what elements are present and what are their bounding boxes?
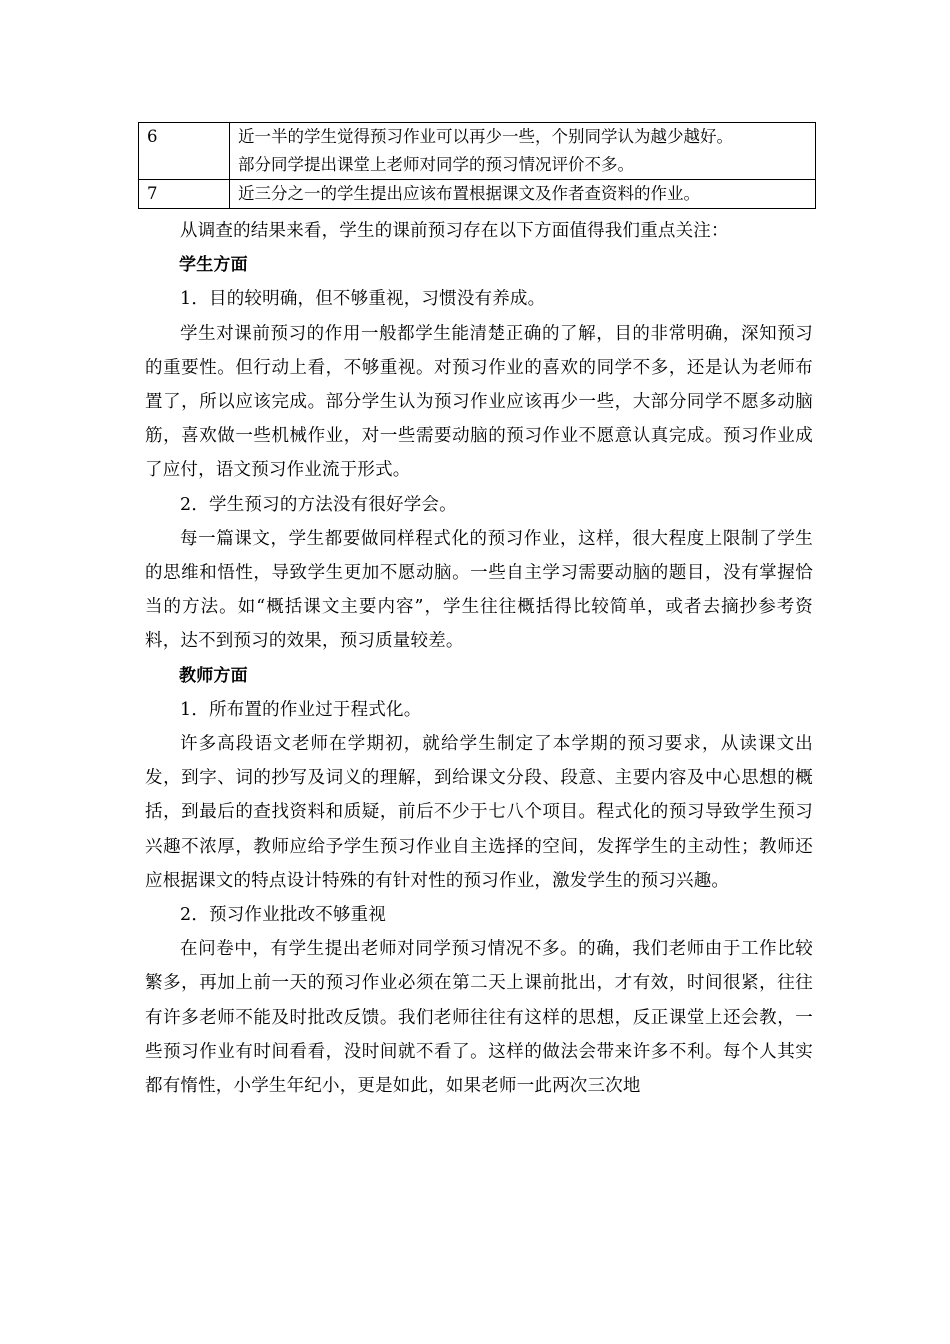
list-item: 2．学生预习的方法没有很好学会。 <box>180 494 457 515</box>
row-line: 部分同学提出课堂上老师对同学的预习情况评价不多。 <box>238 155 634 174</box>
paragraph: 每一篇课文，学生都要做同样程式化的预习作业，这样，很大程度上限制了学生的思维和悟性，导致学生更加不愿动脑。一些自主学习需要动脑的题目，没有掌握恰当的方法。如“概括课文主要内容”，学生往往概括得比较简单，或者去摘抄参考资料，达不到预习的效果，预习质量较差。 <box>145 528 813 652</box>
table-row <box>139 180 816 209</box>
section-heading: 学生方面 <box>179 255 248 276</box>
list-item: 1．目的较明确，但不够重视，习惯没有养成。 <box>180 289 546 310</box>
table-row <box>139 123 816 180</box>
survey-results-table <box>138 122 816 209</box>
row-line: 近一半的学生觉得预习作业可以再少一些，个别同学认为越少越好。 <box>238 127 733 146</box>
row-number: 7 <box>139 180 230 209</box>
paragraph: 许多高段语文老师在学期初，就给学生制定了本学期的预习要求，从读课文出发，到字、词的抄写及词义的理解，到给课文分段、段意、主要内容及中心思想的概括，到最后的查找资料和质疑，前后不少于七八个项目。程式化的预习导致学生预习兴趣不浓厚，教师应给予学生预习作业自主选择的空间，发挥学生的主动性；教师还应根据课文的特点设计特殊的有针对性的预习作业，激发学生的预习兴趣。 <box>145 734 813 891</box>
paragraph: 在问卷中，有学生提出老师对同学预习情况不多。的确，我们老师由于工作比较繁多，再加上前一天的预习作业必须在第二天上课前批出，才有效，时间很紧，往往有许多老师不能及时批改反馈。我们老师往往有这样的思想，反正课堂上还会教，一些预习作业有时间看看，没时间就不看了。这样的做法会带来许多不利。每个人其实都有惰性，小学生年纪小，更是如此，如果老师一此两次三次地 <box>145 939 813 1097</box>
row-number: 6 <box>139 123 230 180</box>
paragraph: 学生对课前预习的作用一般都学生能清楚正确的了解，目的非常明确，深知预习的重要性。但行动上看，不够重视。对预习作业的喜欢的同学不多，还是认为老师布置了，所以应该完成。部分学生认为预习作业应该再少一些，大部分同学不愿多动脑筋，喜欢做一些机械作业，对一些需要动脑的预习作业不愿意认真完成。预习作业成了应付，语文预习作业流于形式。 <box>145 323 813 481</box>
list-item: 2．预习作业批改不够重视 <box>180 905 387 926</box>
row-content <box>230 123 816 180</box>
row-content <box>230 180 816 209</box>
list-item: 1．所布置的作业过于程式化。 <box>180 699 422 720</box>
body-text <box>145 214 813 1103</box>
row-line: 近三分之一的学生提出应该布置根据课文及作者查资料的作业。 <box>238 184 700 203</box>
paragraph: 从调查的结果来看，学生的课前预习存在以下方面值得我们重点关注： <box>180 221 729 241</box>
section-heading: 教师方面 <box>179 665 248 686</box>
